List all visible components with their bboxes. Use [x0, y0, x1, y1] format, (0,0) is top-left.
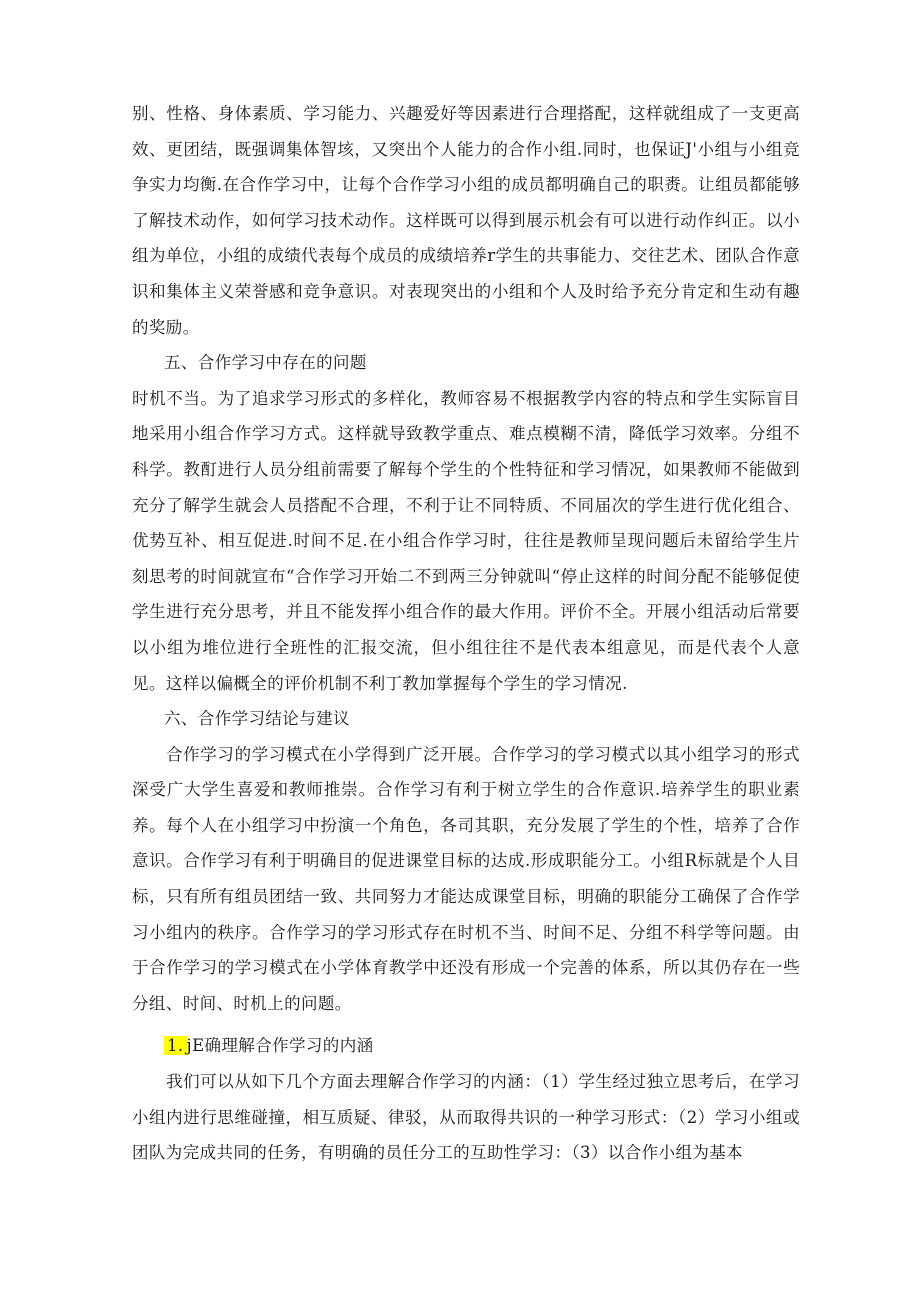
sub-heading-meaning	[132, 1028, 800, 1064]
paragraph-grouping-continuation: 别、性格、身体素质、学习能力、兴趣爱好等因素进行合理搭配，这样就组成了一支更高效、更团结，既强调集体智垓，又突出个人能力的合作小组.同时，也保证J'小组与小组竞争实力均衡.在合作学习中，让每个合作学习小组的成员都明确自己的职赉。让组员都能够了解技术动作，如何学习技术动作。这样既可以得到展示机会有可以进行动作纠正。以小组为单位，小组的成绩代表每个成员的成绩培养r学生的共事能力、交往艺术、团队合作意识和集体主义荣誉感和竞争意识。对表现突出的小组和个人及时给予充分肯定和生动有趣的奖励。	[132, 104, 800, 337]
paragraph-meaning: 我们可以从如下几个方面去理解合作学习的内涵：（1）学生经过独立思考后，在学习小组内进行思维碰撞，相互质疑、律驳，从而取得共识的一种学习形式：（2）学习小组或团队为完成共同的任务，有明确的员任分工的互助性学习：（3）以合作小组为基本	[132, 1072, 800, 1163]
paragraph-conclusion: 合作学习的学习模式在小学得到广泛开展。合作学习的学习模式以其小组学习的形式深受广大学生喜爱和教师推崇。合作学习有利于树立学生的合作意识.培养学生的职业素养。每个人在小组学习中扮演一个角色，各司其职，充分发展了学生的个性，培养了合作意识。合作学习有利于明确目的促进课堂目标的达成.形成职能分工。小组R标就是个人目标，只有所有组员团结一致、共同努力才能达成课堂目标，明确的职能分工确保了合作学习小组内的秩序。合作学习的学习形式存在时机不当、时间不足、分组不科学等问题。由于合作学习的学习模式在小学体育教学中还没有形成一个完善的体系，所以其仍存在一些分组、时间、时机上的问题。	[132, 744, 800, 1013]
sub-heading-text: jE确理解合作学习的内涵	[186, 1036, 374, 1056]
sub-heading-number: 1.	[164, 1036, 187, 1055]
section-heading-conclusion: 六、合作学习结论与建议	[164, 709, 350, 729]
paragraph-problems: 时机不当。为了追求学习形式的多样化，教师容易不根据教学内容的特点和学生实际盲目地采用小组合作学习方式。这样就导致教学重点、难点模糊不清，降低学习效率。分组不科学。教酊进行人员分组前需要了解每个学生的个性特征和学习情况，如果教师不能做到充分了解学生就会人员搭配不合理，不利于让不同特质、不同届次的学生进行优化组合、优势互补、相互促进.时间不足.在小组合作学习时，往往是教师呈现问题后未留给学生片刻思考的时间就宣布“合作学习开始二不到两三分钟就叫“停止这样的时间分配不能够促使学生进行充分思考，并且不能发挥小组合作的最大作用。评价不全。开展小组活动后常要以小组为堆位进行全班性的汇报交流，但小组往往不是代表本组意见，而是代表个人意见。这样以偏概全的评价机制不利丁教加掌握每个学生的学习情况.	[132, 388, 800, 693]
section-heading-problems: 五、合作学习中存在的问题	[164, 353, 367, 373]
document-body	[132, 96, 800, 1171]
